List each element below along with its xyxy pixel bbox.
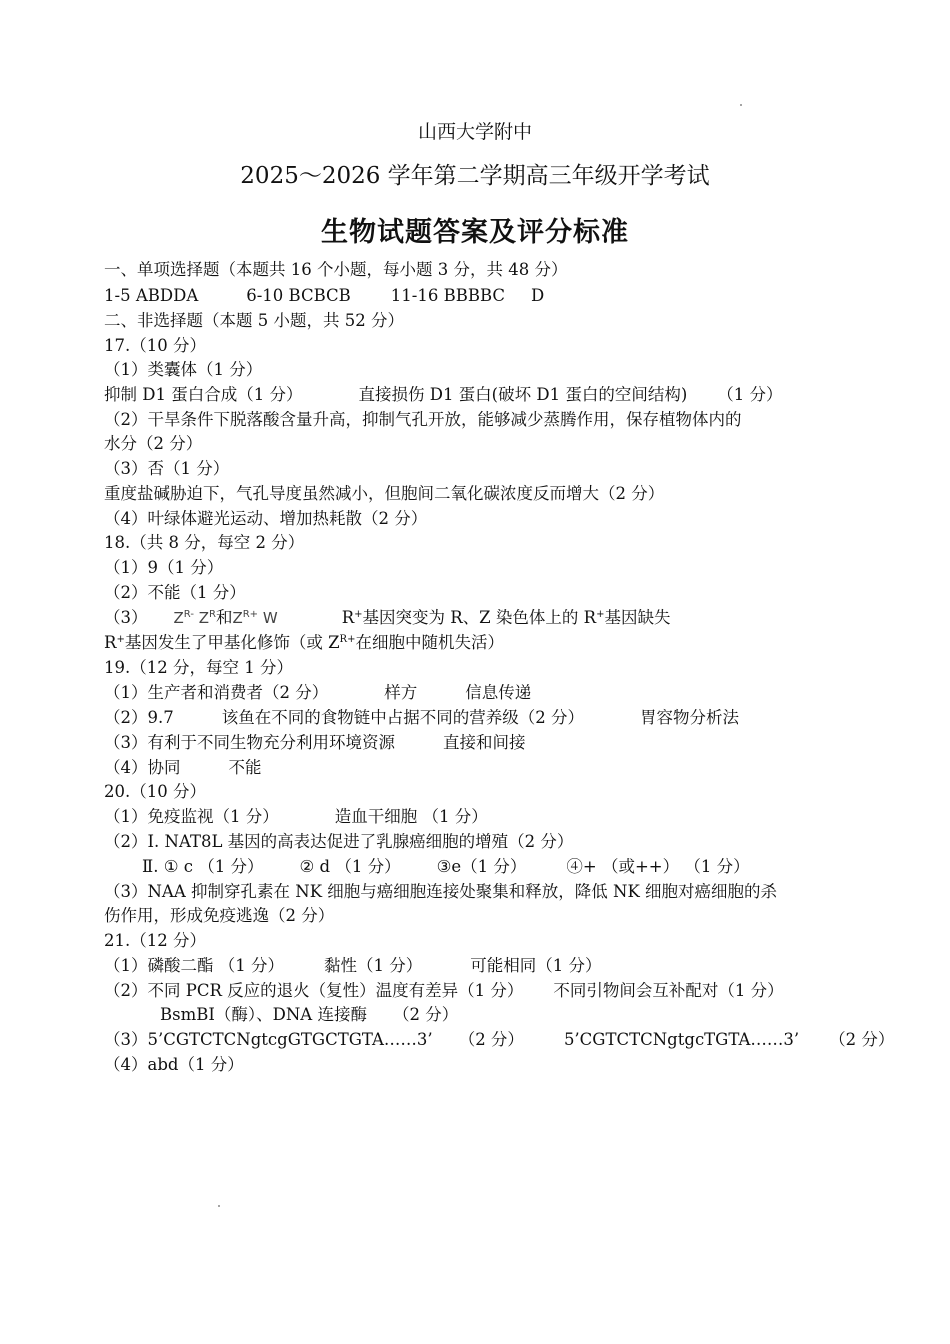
q17-part2-line2: 水分（2 分） xyxy=(104,434,203,453)
q21-part2: （2）不同 PCR 反应的退火（复性）温度有差异（1 分） 不同引物间会互补配对（1 分） xyxy=(104,981,784,1000)
q19-header: 19.（12 分，每空 1 分） xyxy=(104,658,293,677)
q17-part1: （1）类囊体（1 分） xyxy=(104,360,263,379)
q18-part2: （2）不能（1 分） xyxy=(104,583,246,602)
scan-speck xyxy=(740,104,742,106)
q20-header: 20.（10 分） xyxy=(104,782,206,801)
section2-heading: 二、非选择题（本题 5 小题，共 52 分） xyxy=(104,311,404,330)
q17-part1-explanation: 抑制 D1 蛋白合成（1 分） 直接损伤 D1 蛋白(破坏 D1 蛋白的空间结构) （1 分） xyxy=(104,385,783,404)
q17-header: 17.（10 分） xyxy=(104,336,206,355)
genotype-formula: $Z^{R-}$ $Z^R$ xyxy=(173,609,216,627)
q20-part2-ii: Ⅱ. ① c （1 分） ② d （1 分） ③e（1 分） ④+ （或++） （1 分） xyxy=(142,857,750,876)
q21-part1: （1）磷酸二酯 （1 分） 黏性（1 分） 可能相同（1 分） xyxy=(104,956,602,975)
q20-part3-line1: （3）NAA 抑制穿孔素在 NK 细胞与癌细胞连接处聚集和释放，降低 NK 细胞对癌细胞的杀 xyxy=(104,882,778,901)
document-title: 生物试题答案及评分标准 xyxy=(321,217,629,248)
school-name: 山西大学附中 xyxy=(417,121,532,143)
q21-part2-enzymes: BsmBⅠ（酶）、DNA 连接酶 （2 分） xyxy=(160,1005,459,1024)
q21-part4: （4）abd（1 分） xyxy=(104,1055,244,1074)
q18-part1: （1）9（1 分） xyxy=(104,558,224,577)
q19-part1: （1）生产者和消费者（2 分） 样方 信息传递 xyxy=(104,683,532,702)
q20-part1: （1）免疫监视（1 分） 造血干细胞 （1 分） xyxy=(104,807,488,826)
q17-part4: （4）叶绿体避光运动、增加热耗散（2 分） xyxy=(104,509,428,528)
exam-title: 2025～2026 学年第二学期高三年级开学考试 xyxy=(240,163,710,189)
answers-6-10: 6-10 BCBCB xyxy=(246,286,351,305)
q18-header: 18.（共 8 分，每空 2 分） xyxy=(104,533,305,552)
answers-11-16: 11-16 BBBBC xyxy=(390,286,506,305)
q19-part2: （2）9.7 该鱼在不同的食物链中占据不同的营养级（2 分） 胃容物分析法 xyxy=(104,708,739,727)
q17-part3: （3）否（1 分） xyxy=(104,459,230,478)
q21-header: 21.（12 分） xyxy=(104,931,206,950)
genotype-formula: $Z^{R+}$ W xyxy=(232,609,278,627)
q19-part3: （3）有利于不同生物充分利用环境资源 直接和间接 xyxy=(104,733,526,752)
section1-heading: 一、单项选择题（本题共 16 个小题，每小题 3 分，共 48 分） xyxy=(104,260,568,279)
answers-16: D xyxy=(531,286,545,305)
q17-part3-explanation: 重度盐碱胁迫下，气孔导度虽然减小，但胞间二氧化碳浓度反而增大（2 分） xyxy=(104,484,665,503)
q18-part3: （3） $Z^{R-}$ $Z^R$和$Z^{R+}$ W R+基因突变为 R、Z 染色体上的 R+基因缺失 xyxy=(104,608,671,627)
scan-speck xyxy=(218,1205,220,1207)
answers-1-5: 1-5 ABDDA xyxy=(104,286,199,305)
q20-part2: （2）Ⅰ. NAT8L 基因的高表达促进了乳腺癌细胞的增殖（2 分） xyxy=(104,832,574,851)
q18-part3-answer: R+基因突变为 R、Z 染色体上的 R+基因缺失 xyxy=(341,608,671,627)
q21-part3: （3）5’CGTCTCNgtcgGTGCTGTA……3’ （2 分） 5’CGTCTCNgtgcTGTA……3’ （2 分） xyxy=(104,1030,895,1049)
q18-part3-explanation: R+基因发生了甲基化修饰（或 $Z^{R+}$在细胞中随机失活） xyxy=(104,633,504,652)
q20-part3-line2: 伤作用，形成免疫逃逸（2 分） xyxy=(104,906,335,925)
q19-part4: （4）协同 不能 xyxy=(104,758,262,777)
q17-part2-line1: （2）干旱条件下脱落酸含量升高，抑制气孔开放，能够减少蒸腾作用，保存植物体内的 xyxy=(104,410,742,429)
section1-answers xyxy=(104,284,544,308)
